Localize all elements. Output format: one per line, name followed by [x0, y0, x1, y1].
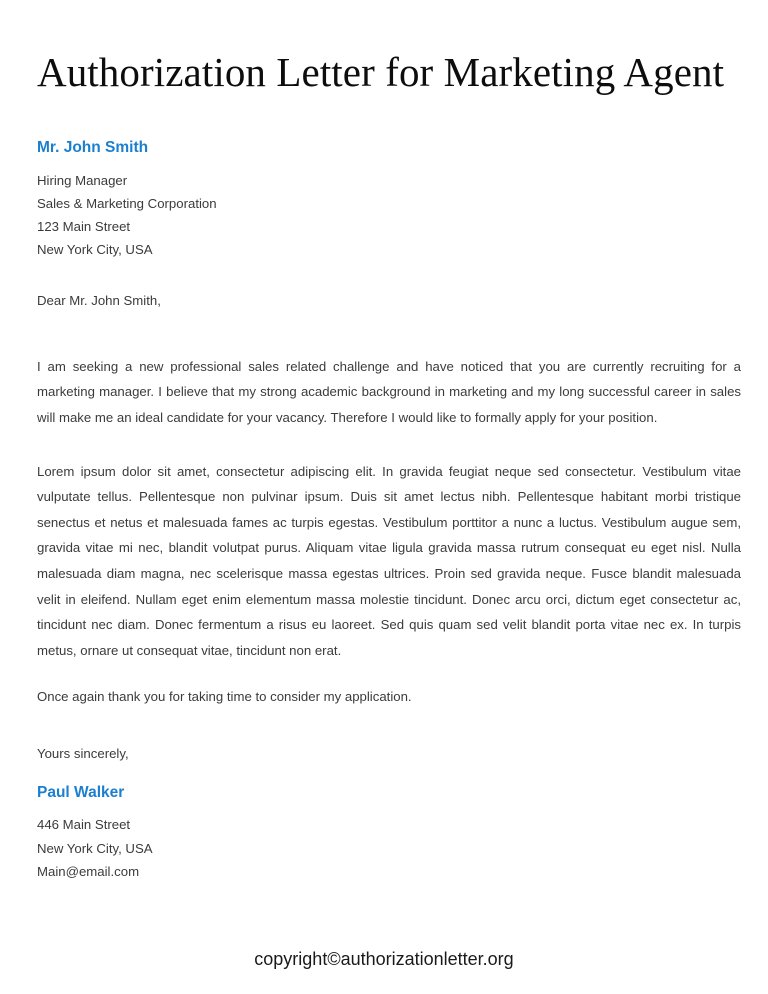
paragraph-intro: I am seeking a new professional sales related challenge and have noticed that you are currently recruiting for a marketing manager. I believe that my strong academic background in marketing and my long successful career in sales will make me an ideal candidate for your vacancy. Therefore I would like to formally apply for your position.: [37, 358, 741, 426]
signer-address-block: [37, 813, 741, 883]
recipient-job-title: Hiring Manager: [37, 172, 128, 188]
paragraph-thanks: Once again thank you for taking time to consider my application.: [37, 689, 412, 705]
footer-copyright: copyright©authorizationletter.org: [254, 949, 514, 969]
recipient-address-block: [37, 140, 741, 262]
recipient-street: 123 Main Street: [37, 219, 131, 235]
signer-email: Main@email.com: [37, 863, 140, 879]
valediction: Yours sincerely,: [37, 745, 129, 761]
page-title: Authorization Letter for Marketing Agent: [37, 49, 725, 95]
recipient-name: Mr. John Smith: [37, 139, 149, 156]
recipient-company: Sales & Marketing Corporation: [37, 195, 217, 211]
recipient-city: New York City, USA: [37, 242, 153, 258]
signer-city: New York City, USA: [37, 840, 153, 856]
salutation: Dear Mr. John Smith,: [37, 292, 161, 308]
signer-street: 446 Main Street: [37, 817, 131, 833]
letter-content: [37, 0, 741, 883]
signer-name: Paul Walker: [37, 783, 125, 801]
paragraph-lorem: Lorem ipsum dolor sit amet, consectetur adipiscing elit. In gravida feugiat neque sed consectetur. Vestibulum vitae vulputate tellus. Pellentesque non pulvinar ipsum. Duis sit amet lectus nibh. Pellentesque habitant morbi tristique senectus et netus et malesuada fames ac turpis egestas. Vestibulum porttitor a nunc a luctus. Vestibulum augue sem, gravida vitae mi nec, blandit volutpat purus. Aliquam vitae ligula gravida massa rutrum consequat eu eget nisl. Nulla malesuada diam magna, nec scelerisque massa egestas ultrices. Proin sed gravida neque. Fusce blandit malesuada velit in eleifend. Nullam eget enim elementum massa molestie tincidunt. Donec arcu orci, dictum eget consectetur ac, tincidunt nec diam. Donec fermentum a risus eu laoreet. Sed quis quam sed velit blandit porta vitae nec ex. In turpis metus, ornare ut consequat vitae, tincidunt non erat.: [37, 463, 741, 658]
